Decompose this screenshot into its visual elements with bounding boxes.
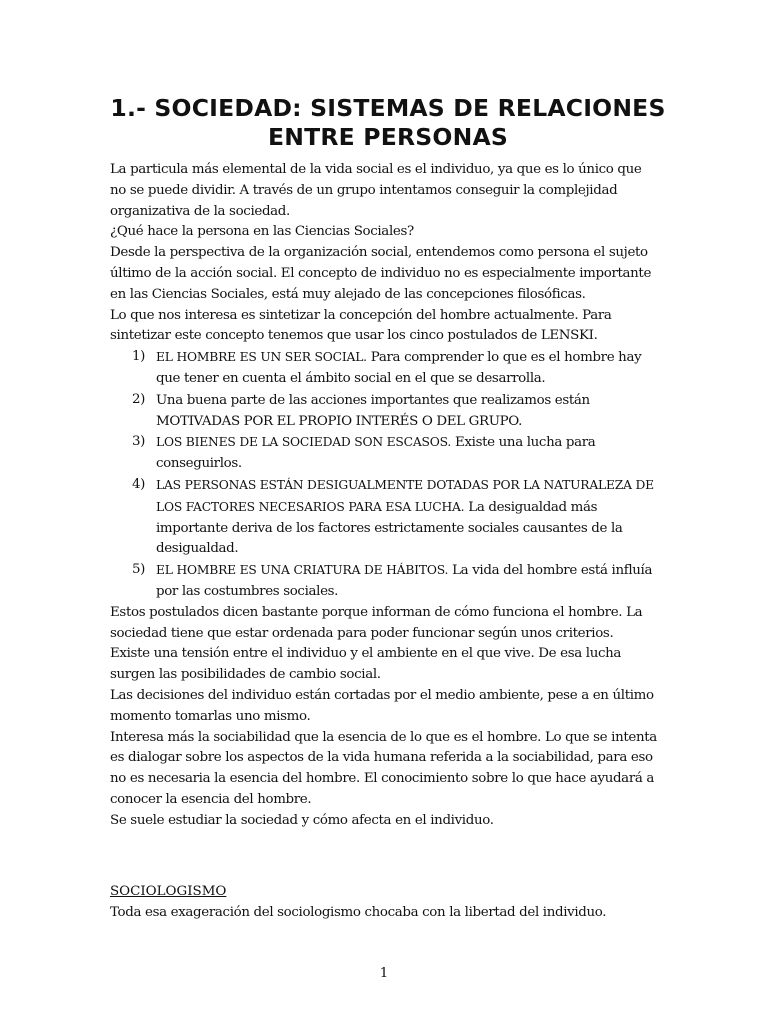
paragraph: Desde la perspectiva de la organización social, entendemos como persona el sujeto último de la acción social. El concepto de individuo no es especialmente importante en las Ciencias Sociales, está muy alejado de las concepciones filosóficas.: [110, 245, 652, 302]
postulates-list: [110, 347, 660, 603]
paragraph: Las decisiones del individuo están cortadas por el medio ambiente, pese a en último momento tomarlas uno mismo.: [110, 687, 654, 724]
paragraph: Lo que nos interesa es sintetizar la concepción del hombre actualmente. Para sintetizar este concepto tenemos que usar los cinco postulados de LENSKI.: [110, 307, 612, 344]
paragraph: Estos postulados dicen bastante porque informan de cómo funciona el hombre. La sociedad tiene que estar ordenada para poder funcionar según unos criterios.: [110, 604, 643, 641]
list-item: [110, 390, 660, 433]
paragraph: ¿Qué hace la persona en las Ciencias Sociales?: [110, 224, 414, 240]
list-number: 5): [132, 562, 146, 578]
postulate-text: Para comprender lo que es el hombre hay que tener en cuenta el ámbito social en el que se desarrolla.: [156, 350, 642, 386]
section-paragraph: Toda esa exageración del sociologismo chocaba con la libertad del individuo.: [110, 905, 607, 920]
paragraph: Interesa más la sociabilidad que la esencia de lo que es el hombre. Lo que se intenta es dialogar sobre los aspectos de la vida humana referida a la sociabilidad, para eso no es necesaria la esencia del hombre. El conocimiento sobre lo que hace ayudará a conocer la esencia del hombre.: [110, 729, 657, 807]
postulate-caps: LAS PERSONAS ESTÁN DESIGUALMENTE DOTADAS POR LA NATURALEZA DE LOS FACTORES NECESARIOS PARA ESA LUCHA.: [156, 477, 654, 514]
paragraph: Existe una tensión entre el individuo y el ambiente en el que vive. De esa lucha surgen las posibilidades de cambio social.: [110, 646, 622, 683]
page-number: 1: [379, 966, 389, 981]
postulate-text: La desigualdad más importante deriva de los factores estrictamente sociales causantes de la desigualdad.: [156, 499, 623, 557]
postulate-caps: EL HOMBRE ES UNA CRIATURA DE HÁBITOS.: [156, 563, 449, 578]
list-number: 3): [132, 434, 146, 450]
postulate-text: Una buena parte de las acciones importantes que realizamos están MOTIVADAS POR EL PROPIO INTERÉS O DEL GRUPO.: [156, 392, 590, 429]
list-item: [110, 347, 660, 390]
section-heading: SOCIOLOGISMO: [110, 884, 227, 899]
postulate-text: Existe una lucha para conseguirlos.: [156, 435, 596, 472]
list-item: [110, 475, 660, 560]
postulate-caps: LOS BIENES DE LA SOCIEDAD SON ESCASOS.: [156, 435, 452, 450]
body-text: [110, 160, 660, 832]
title-line-2: ENTRE PERSONAS: [268, 123, 508, 151]
paragraph: La particula más elemental de la vida social es el individuo, ya que es lo único que no se puede dividir. A través de un grupo intentamos conseguir la complejidad organizativa de la sociedad.: [110, 162, 642, 219]
paragraph: Se suele estudiar la sociedad y cómo afecta en el individuo.: [110, 812, 494, 828]
title-line-1: 1.- SOCIEDAD: SISTEMAS DE RELACIONES: [110, 94, 666, 122]
list-item: [110, 432, 660, 475]
list-item: [110, 560, 660, 603]
list-number: 2): [132, 391, 146, 407]
postulate-caps: EL HOMBRE ES UN SER SOCIAL.: [156, 350, 367, 365]
postulate-text: La vida del hombre está influía por las costumbres sociales.: [156, 563, 653, 599]
list-number: 1): [132, 349, 146, 365]
list-number: 4): [132, 476, 146, 492]
page-title: [100, 94, 676, 152]
